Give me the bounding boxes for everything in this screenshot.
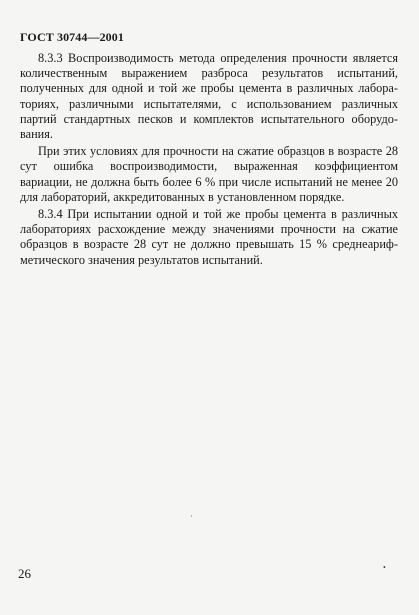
scan-speck: ·: [190, 512, 193, 521]
scan-speck: •: [383, 563, 386, 572]
paragraph-8-3-3: 8.3.3 Воспроизводимость метода определения прочности является количественным выражением разброса результатов испытаний, полученных для одной и той же пробы цемента в различных лабораториях, различными испытателями, с использованием различных партий стандартных песков и комплектов испытательного оборудования.: [20, 51, 398, 142]
paragraph-reproducibility-conditions: При этих условиях для прочности на сжатие образцов в возрасте 28 сут ошибка воспроизводимости, выраженная коэффициентом вариации, не должна быть более 6 % при числе испытаний не менее 20 для лабораторий, аккредитованных в установленном порядке.: [20, 144, 398, 204]
page-number: 26: [18, 566, 31, 581]
paragraph-8-3-4: 8.3.4 При испытании одной и той же пробы цемента в различных лабораториях расхождение между значениями прочности на сжатие образцов в возрасте 28 сут не должно превышать 15 % среднеарифметического значения результатов испытаний.: [20, 207, 398, 267]
document-header: ГОСТ 30744—2001: [20, 30, 124, 44]
document-body: [20, 51, 398, 270]
